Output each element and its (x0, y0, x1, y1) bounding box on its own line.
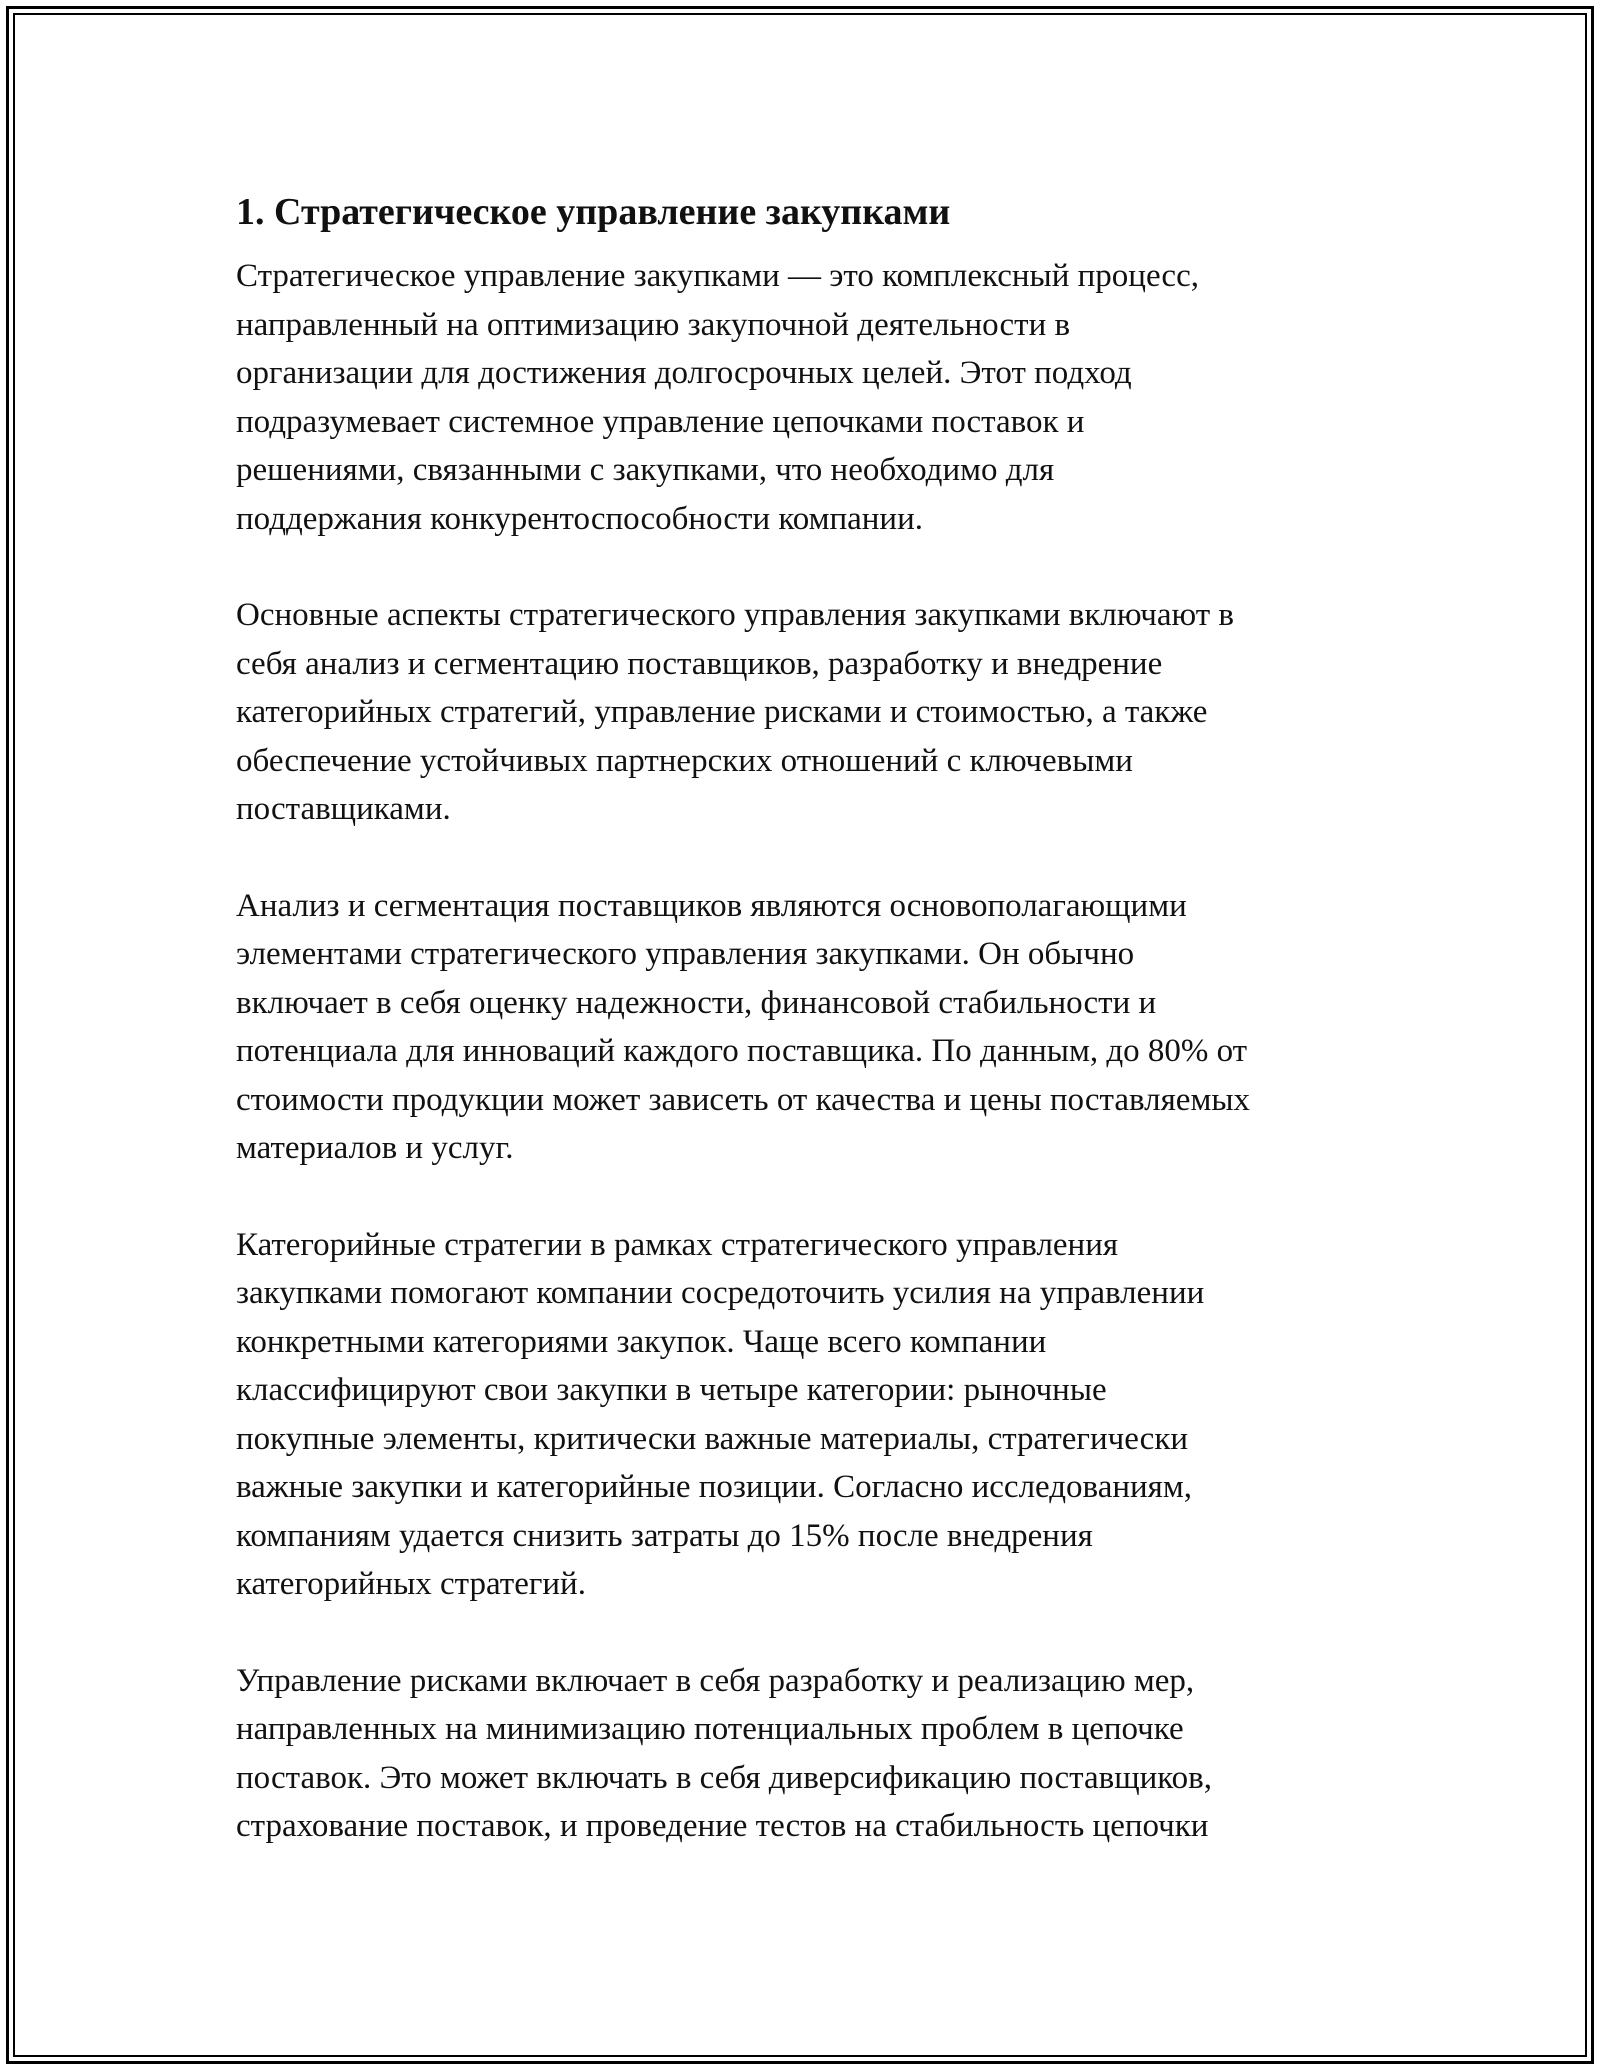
text-line: категорийных стратегий, управление рисками и стоимостью, а также (236, 694, 1208, 730)
paragraph (236, 1221, 1386, 1609)
text-line: компаниям удается снизить затраты до 15% после внедрения (236, 1517, 1093, 1554)
text-line: Анализ и сегментация поставщиков являются основополагающими (236, 887, 1187, 924)
text-line: обеспечение устойчивых партнерских отношений с ключевыми (236, 742, 1133, 779)
text-line: материалов и услуг. (236, 1130, 514, 1166)
text-line: себя анализ и сегментацию поставщиков, разработку и внедрение (236, 645, 1163, 682)
text-line: поставок. Это может включать в себя диверсификацию поставщиков, (236, 1759, 1212, 1796)
text-line: Управление рисками включает в себя разработку и реализацию мер, (236, 1662, 1195, 1699)
text-line: направленных на минимизацию потенциальных проблем в цепочке (236, 1711, 1184, 1747)
text-line: поставщиками. (236, 791, 451, 827)
paragraph (236, 882, 1386, 1173)
text-line: организации для достижения долгосрочных целей. Этот подход (236, 355, 1132, 391)
paragraph (236, 1657, 1386, 1851)
text-line: стоимости продукции может зависеть от качества и цены поставляемых (236, 1081, 1250, 1118)
text-line: важные закупки и категорийные позиции. Согласно исследованиям, (236, 1469, 1192, 1505)
text-line: покупные элементы, критически важные материалы, стратегически (236, 1420, 1189, 1457)
text-line: решениями, связанными с закупками, что необходимо для (236, 452, 1055, 488)
text-line: конкретными категориями закупок. Чаще всего компании (236, 1323, 1047, 1360)
section-heading: 1. Стратегическое управление закупками (236, 191, 951, 233)
text-line: элементами стратегического управления закупками. Он обычно (236, 936, 1135, 972)
text-line: Стратегическое управление закупками — это комплексный процесс, (236, 258, 1199, 294)
text-line: включает в себя оценку надежности, финансовой стабильности и (236, 984, 1157, 1021)
paragraph (236, 252, 1386, 543)
text-line: категорийных стратегий. (236, 1566, 586, 1602)
text-line: страхование поставок, и проведение тестов на стабильность цепочки (236, 1808, 1209, 1844)
text-line: потенциала для инноваций каждого поставщика. По данным, до 80% от (236, 1033, 1248, 1069)
text-line: направленный на оптимизацию закупочной деятельности в (236, 306, 1071, 343)
text-line: Основные аспекты стратегического управления закупками включают в (236, 597, 1234, 633)
text-line: подразумевает системное управление цепочками поставок и (236, 403, 1085, 440)
text-line: поддержания конкурентоспособности компании. (236, 500, 924, 537)
text-line: Категорийные стратегии в рамках стратегического управления (236, 1226, 1119, 1263)
text-line: закупками помогают компании сосредоточить усилия на управлении (236, 1275, 1205, 1311)
document-body (236, 186, 1386, 1899)
text-line: классифицируют свои закупки в четыре категории: рыночные (236, 1372, 1107, 1408)
paragraph (236, 591, 1386, 834)
